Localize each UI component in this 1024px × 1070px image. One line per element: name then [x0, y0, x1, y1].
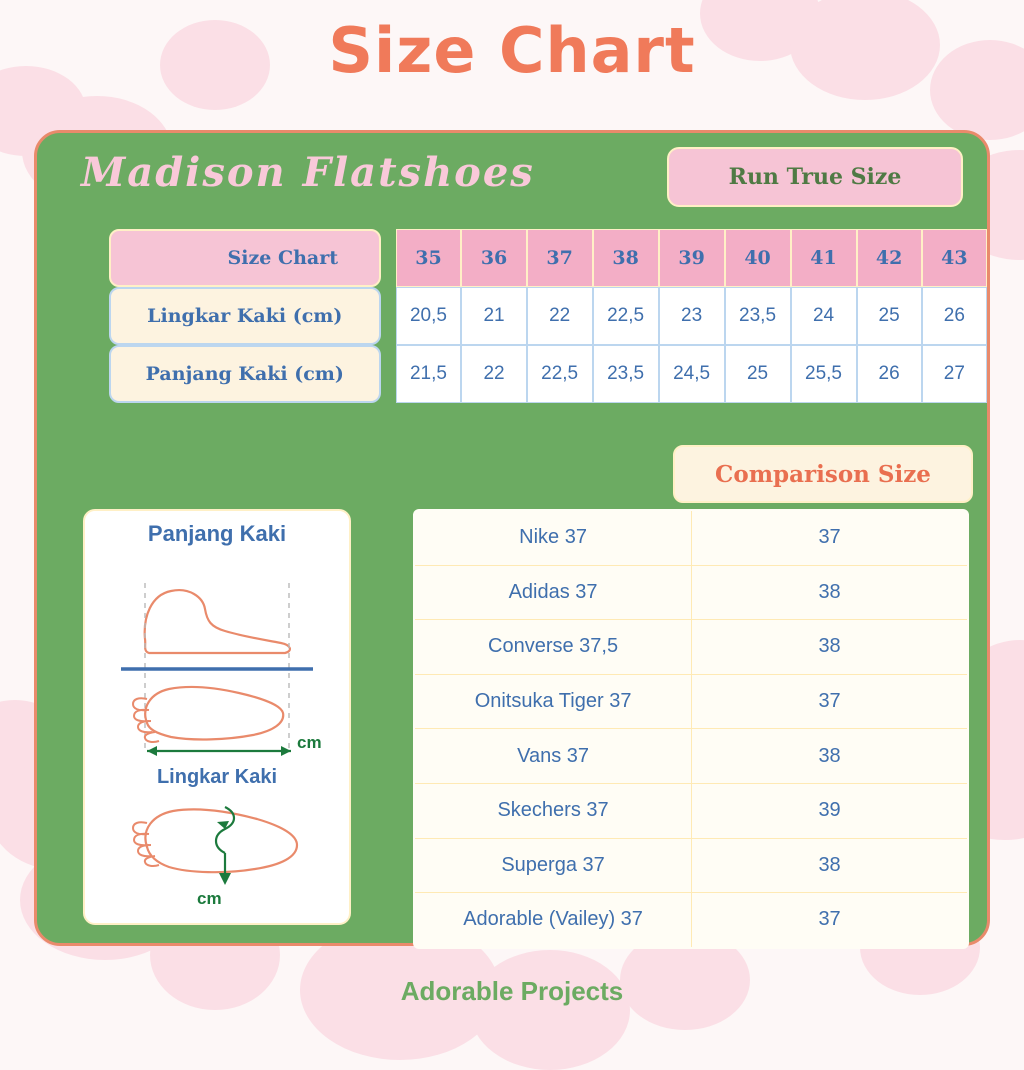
- size-chart-card: [34, 130, 990, 946]
- decorative-cloud: [470, 950, 630, 1070]
- cell-lingkar-37: 22: [527, 287, 593, 345]
- comparison-brand-7: Adorable (Vailey) 37: [414, 893, 692, 948]
- brand-title: Madison Flatshoes: [81, 149, 535, 196]
- cell-panjang-36: 22: [461, 345, 526, 403]
- spacer: [381, 345, 396, 403]
- footer-brand: Adorable Projects: [400, 976, 624, 1006]
- cell-panjang-38: 23,5: [593, 345, 659, 403]
- size-header-41: 41: [791, 229, 857, 287]
- cell-lingkar-36: 21: [461, 287, 526, 345]
- table-row-header: [109, 229, 987, 287]
- comparison-brand-6: Superga 37: [414, 838, 692, 893]
- cell-lingkar-38: 22,5: [593, 287, 659, 345]
- comparison-brand-0: Nike 37: [414, 510, 692, 565]
- cell-panjang-40: 25: [725, 345, 791, 403]
- size-chart-corner-label: [109, 229, 381, 287]
- table-row: [414, 729, 968, 784]
- comparison-brand-4: Vans 37: [414, 729, 692, 784]
- comparison-size-6: 38: [692, 838, 968, 893]
- cell-lingkar-42: 25: [857, 287, 922, 345]
- panjang-kaki-title: Panjang Kaki: [147, 521, 287, 546]
- panjang-kaki-unit: cm: [297, 733, 322, 752]
- cell-panjang-39: 24,5: [659, 345, 725, 403]
- cell-panjang-35: 21,5: [396, 345, 462, 403]
- size-chart-table: [109, 229, 987, 403]
- comparison-brand-5: Skechers 37: [414, 783, 692, 838]
- table-row-panjang-kaki: [109, 345, 987, 403]
- table-row-lingkar-kaki: [109, 287, 987, 345]
- comparison-size-7: 37: [692, 893, 968, 948]
- size-header-37: 37: [527, 229, 593, 287]
- cell-panjang-42: 26: [857, 345, 922, 403]
- lingkar-kaki-title: Lingkar Kaki: [156, 766, 278, 788]
- comparison-size-5: 39: [692, 783, 968, 838]
- comparison-brand-2: Converse 37,5: [414, 620, 692, 675]
- table-row: [414, 510, 968, 565]
- comparison-size-4: 38: [692, 729, 968, 784]
- table-row: [414, 838, 968, 893]
- row-label-lingkar-kaki: Lingkar Kaki (cm): [109, 287, 381, 345]
- comparison-size-1: 38: [692, 565, 968, 620]
- table-row: [414, 620, 968, 675]
- spacer: [381, 229, 396, 287]
- cell-lingkar-41: 24: [791, 287, 857, 345]
- cell-panjang-37: 22,5: [527, 345, 593, 403]
- comparison-brand-1: Adidas 37: [414, 565, 692, 620]
- table-row: [414, 565, 968, 620]
- comparison-brand-3: Onitsuka Tiger 37: [414, 674, 692, 729]
- table-row: [414, 783, 968, 838]
- comparison-size-table: [413, 509, 969, 949]
- run-true-size-badge: Run True Size: [667, 147, 963, 207]
- size-header-43: 43: [922, 229, 987, 287]
- comparison-size-0: 37: [692, 510, 968, 565]
- comparison-size-header: Comparison Size: [673, 445, 973, 503]
- cell-lingkar-40: 23,5: [725, 287, 791, 345]
- spacer: [381, 287, 396, 345]
- size-header-36: 36: [461, 229, 526, 287]
- page-title: Size Chart: [328, 14, 696, 87]
- cell-lingkar-39: 23: [659, 287, 725, 345]
- foot-length-diagram: [85, 547, 349, 757]
- size-header-38: 38: [593, 229, 659, 287]
- cell-panjang-43: 27: [922, 345, 987, 403]
- size-header-35: 35: [396, 229, 462, 287]
- size-header-40: 40: [725, 229, 791, 287]
- size-header-42: 42: [857, 229, 922, 287]
- cell-lingkar-35: 20,5: [396, 287, 462, 345]
- size-header-39: 39: [659, 229, 725, 287]
- size-chart-corner-text: Size Chart: [227, 247, 338, 269]
- lingkar-kaki-unit: cm: [197, 889, 222, 908]
- cell-panjang-41: 25,5: [791, 345, 857, 403]
- cell-lingkar-43: 26: [922, 287, 987, 345]
- measurement-illustration-panel: [83, 509, 351, 925]
- table-row: [414, 893, 968, 948]
- comparison-size-2: 38: [692, 620, 968, 675]
- comparison-size-3: 37: [692, 674, 968, 729]
- row-label-panjang-kaki: Panjang Kaki (cm): [109, 345, 381, 403]
- table-row: [414, 674, 968, 729]
